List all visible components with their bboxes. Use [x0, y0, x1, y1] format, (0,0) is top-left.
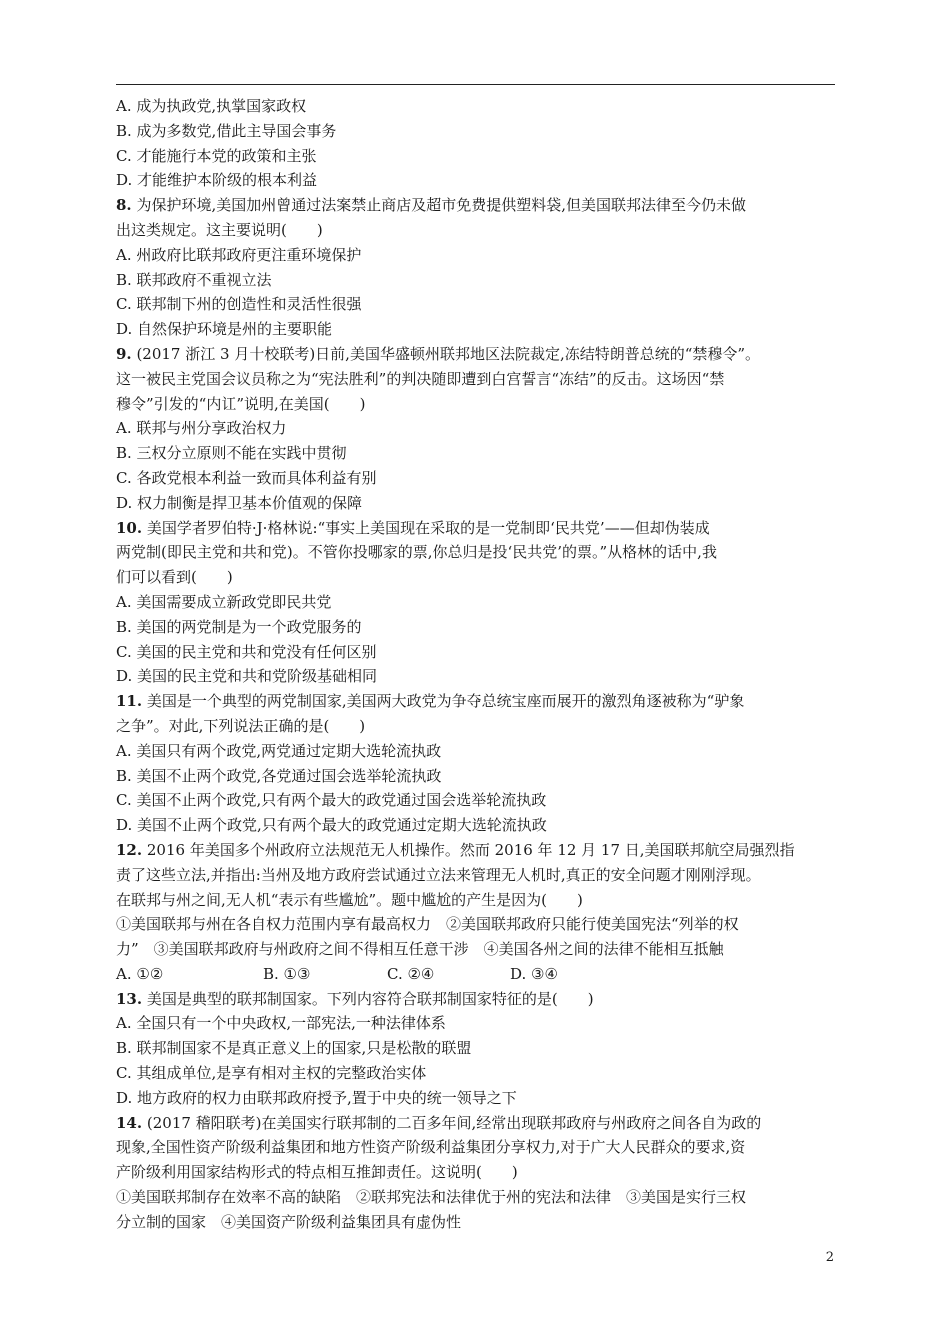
option-line: C. 各政党根本利益一致而具体利益有别	[116, 468, 377, 487]
option-line: A. 美国需要成立新政党即民共党	[116, 592, 332, 611]
question-10-stem: 10. 美国学者罗伯特·J·格林说:“事实上美国现在采取的是一党制即‘民共党’——但却伪装成	[116, 518, 710, 537]
question-12-stem: 12. 2016 年美国多个州政府立法规范无人机操作。然而 2016 年 12 月 17 日,美国联邦航空局强烈指	[116, 840, 795, 859]
question-number: 9.	[116, 344, 132, 363]
question-9-stem-cont: 穆令”引发的“内讧”说明,在美国( )	[116, 394, 366, 413]
option-line: B. 美国不止两个政党,各党通过国会选举轮流执政	[116, 766, 442, 785]
question-number: 10.	[116, 518, 143, 537]
option-line: C. 才能施行本党的政策和主张	[116, 146, 317, 165]
option-line: B. 联邦制国家不是真正意义上的国家,只是松散的联盟	[116, 1039, 472, 1058]
question-12-statements: ①美国联邦与州在各自权力范围内享有最高权力 ②美国联邦政府只能行使美国宪法“列举的权	[116, 915, 739, 934]
option-line: B. 联邦政府不重视立法	[116, 270, 272, 289]
question-number: 12.	[116, 840, 143, 859]
option-line: C. 联邦制下州的创造性和灵活性很强	[116, 295, 362, 314]
option-line: D. 自然保护环境是州的主要职能	[116, 320, 333, 339]
option-a: A. ①②	[116, 964, 164, 983]
option-line: A. 全国只有一个中央政权,一部宪法,一种法律体系	[116, 1014, 446, 1033]
question-14-statements: ①美国联邦制存在效率不高的缺陷 ②联邦宪法和法律优于州的宪法和法律 ③美国是实行三权	[116, 1188, 747, 1207]
question-12-stem-cont: 在联邦与州之间,无人机“表示有些尴尬”。题中尴尬的产生是因为( )	[116, 890, 583, 909]
option-line: D. 权力制衡是捍卫基本价值观的保障	[116, 493, 363, 512]
question-10-stem-cont: 两党制(即民主党和共和党)。不管你投哪家的票,你总归是投‘民共党’的票。”从格林的话中,我	[116, 543, 717, 562]
option-line: C. 其组成单位,是享有相对主权的完整政治实体	[116, 1064, 427, 1083]
option-c: C. ②④	[387, 964, 435, 983]
option-line: C. 美国的民主党和共和党没有任何区别	[116, 642, 377, 661]
question-13-stem: 13. 美国是典型的联邦制国家。下列内容符合联邦制国家特征的是( )	[116, 989, 594, 1008]
question-14-statements: 分立制的国家 ④美国资产阶级利益集团具有虚伪性	[116, 1212, 462, 1231]
option-line: D. 才能维护本阶级的根本利益	[116, 171, 318, 190]
question-8-stem: 8. 为保护环境,美国加州曾通过法案禁止商店及超市免费提供塑料袋,但美国联邦法律至今仍未做	[116, 196, 746, 215]
question-9-stem: 9. (2017 浙江 3 月十校联考)日前,美国华盛顿州联邦地区法院裁定,冻结特朗普总统的“禁穆令”。	[116, 344, 761, 363]
question-14-stem-cont: 产阶级利用国家结构形式的特点相互推卸责任。这说明( )	[116, 1163, 518, 1182]
option-line: A. 成为执政党,执掌国家政权	[116, 97, 307, 115]
option-line: A. 联邦与州分享政治权力	[116, 419, 287, 438]
option-line: D. 美国的民主党和共和党阶级基础相同	[116, 667, 378, 686]
option-line: B. 三权分立原则不能在实践中贯彻	[116, 444, 347, 463]
question-11-stem-cont: 之争”。对此,下列说法正确的是( )	[116, 716, 366, 735]
header-rule	[116, 84, 835, 85]
page-number: 2	[825, 1250, 834, 1265]
question-11-stem: 11. 美国是一个典型的两党制国家,美国两大政党为争夺总统宝座而展开的激烈角逐被称为“驴象	[116, 692, 745, 711]
question-number: 14.	[116, 1113, 143, 1132]
option-line: B. 美国的两党制是为一个政党服务的	[116, 617, 362, 636]
question-12-statements: 力” ③美国联邦政府与州政府之间不得相互任意干涉 ④美国各州之间的法律不能相互抵触	[116, 940, 724, 959]
question-number: 13.	[116, 989, 143, 1008]
option-row	[116, 962, 840, 987]
question-9-stem-cont: 这一被民主党国会议员称之为“宪法胜利”的判决随即遭到白宫誓言“冻结”的反击。这场因“禁	[116, 369, 725, 388]
option-line: C. 美国不止两个政党,只有两个最大的政党通过国会选举轮流执政	[116, 791, 547, 810]
question-content	[116, 94, 840, 1235]
question-14-stem: 14. (2017 稽阳联考)在美国实行联邦制的二百多年间,经常出现联邦政府与州政府之间各自为政的	[116, 1113, 762, 1132]
question-8-stem-cont: 出这类规定。这主要说明( )	[116, 220, 323, 239]
question-number: 8.	[116, 196, 132, 215]
question-12-stem-cont: 责了这些立法,并指出:当州及地方政府尝试通过立法来管理无人机时,真正的安全问题才刚刚浮现。	[116, 865, 761, 884]
option-line: B. 成为多数党,借此主导国会事务	[116, 121, 337, 140]
question-number: 11.	[116, 692, 143, 711]
option-d: D. ③④	[510, 964, 558, 983]
question-10-stem-cont: 们可以看到( )	[116, 568, 233, 587]
option-line: D. 美国不止两个政党,只有两个最大的政党通过定期大选轮流执政	[116, 816, 547, 835]
question-14-stem-cont: 现象,全国性资产阶级利益集团和地方性资产阶级利益集团分享权力,对于广大人民群众的要求,资	[116, 1138, 746, 1157]
option-line: A. 美国只有两个政党,两党通过定期大选轮流执政	[116, 741, 442, 760]
option-b: B. ①③	[263, 964, 311, 983]
option-line: D. 地方政府的权力由联邦政府授予,置于中央的统一领导之下	[116, 1088, 517, 1107]
option-line: A. 州政府比联邦政府更注重环境保护	[116, 245, 362, 264]
